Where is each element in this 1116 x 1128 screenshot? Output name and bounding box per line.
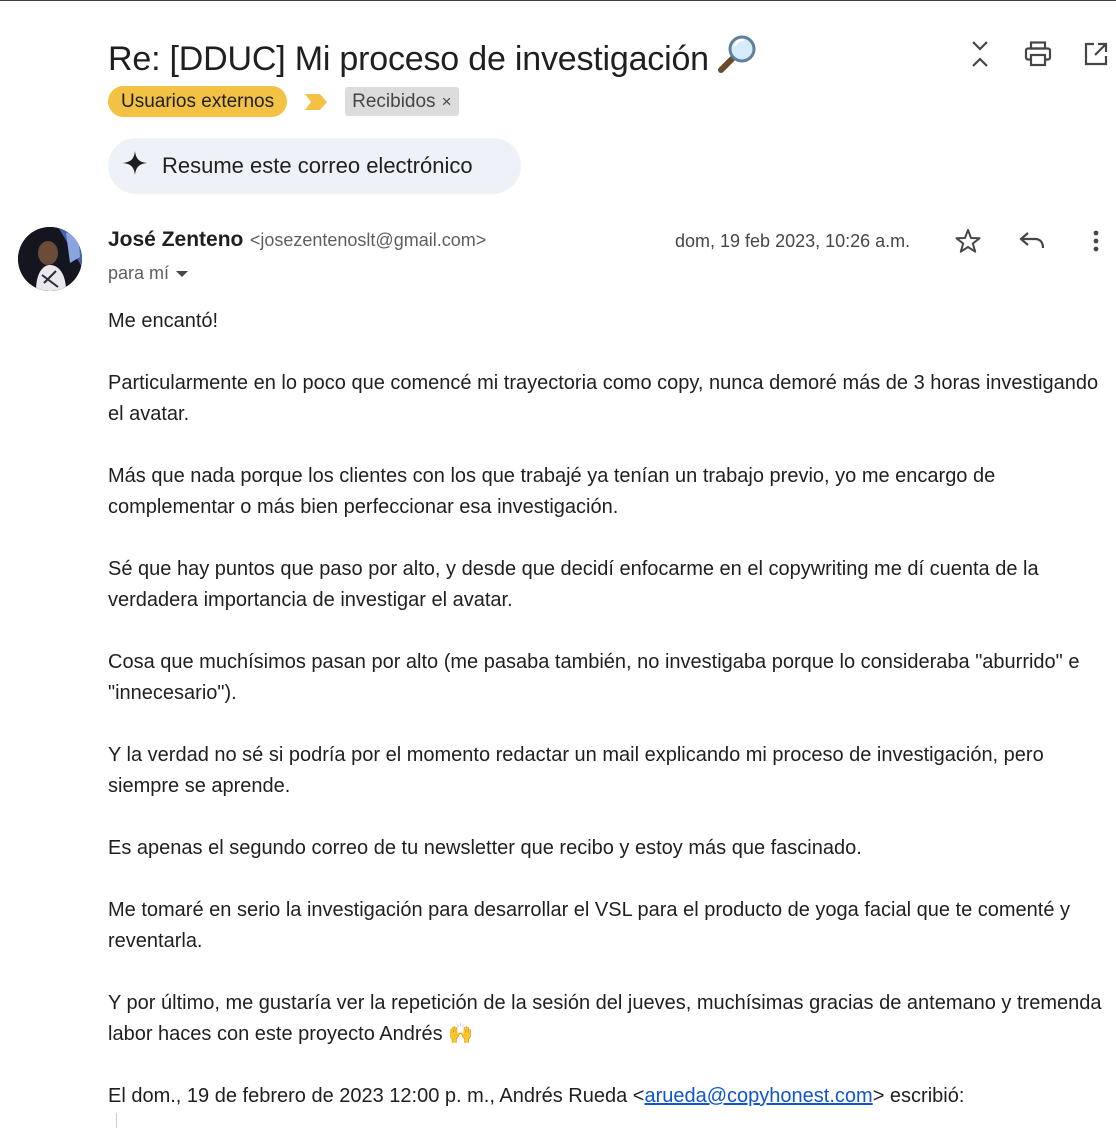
email-subject — [108, 34, 759, 85]
quote-email-link[interactable]: arueda@copyhonest.com — [644, 1085, 873, 1107]
quote-bar — [116, 1113, 117, 1128]
remove-label-icon[interactable]: × — [441, 92, 452, 111]
quote-outro: > escribió: — [872, 1085, 965, 1107]
body-paragraph: Me encantó! — [108, 310, 219, 332]
reply-icon — [1019, 230, 1045, 257]
more-vert-icon — [1092, 229, 1100, 258]
star-button[interactable] — [952, 227, 984, 259]
body-paragraph: Cosa que muchísimos pasan por alto (me pasaba también, no investigaba porque lo consideraba "aburrido" e "innecesario"). — [108, 651, 1080, 704]
sender-name[interactable]: José Zenteno — [108, 228, 244, 251]
body-paragraph: Sé que hay puntos que paso por alto, y desde que decidí enfocarme en el copywriting me dí cuenta de la verdadera importancia de investigar el avatar. — [108, 558, 1039, 611]
quote-intro: El dom., 19 de febrero de 2023 12:00 p. m., Andrés Rueda < — [108, 1085, 645, 1107]
message-date: dom, 19 feb 2023, 10:26 a.m. — [675, 231, 911, 251]
label-inbox-text: Recibidos — [352, 91, 436, 112]
label-inbox — [345, 87, 458, 116]
body-paragraph: Me tomaré en serio la investigación para desarrollar el VSL para el producto de yoga facial que te comenté y reventarla. — [108, 899, 1071, 952]
caret-down-icon — [175, 263, 189, 284]
magnifier-icon — [715, 34, 759, 85]
body-paragraph: Es apenas el segundo correo de tu newsletter que recibo y estoy más que fascinado. — [108, 837, 862, 859]
recipients-toggle[interactable] — [108, 263, 189, 284]
collapse-all-button[interactable] — [964, 40, 996, 72]
message-body — [108, 306, 1116, 1112]
summarize-label: Resume este correo electrónico — [162, 153, 473, 178]
importance-marker-icon[interactable] — [305, 94, 327, 110]
body-paragraph: Particularmente en lo poco que comencé mi trayectoria como copy, nunca demoré más de 3 horas investigando el avatar. — [108, 372, 1099, 425]
open-in-new-icon — [1083, 41, 1109, 72]
body-paragraph: Más que nada porque los clientes con los que trabajé ya tenían un trabajo previo, yo me encargo de complementar o más bien perfeccionar esa investigación. — [108, 465, 996, 518]
label-chips — [108, 86, 459, 117]
star-icon — [955, 228, 981, 259]
top-divider — [0, 0, 1116, 1]
subject-text: Re: [DDUC] Mi proceso de investigación — [108, 40, 709, 78]
collapse-icon — [969, 40, 991, 73]
recipients-text: para mí — [108, 263, 170, 283]
sparkle-icon — [122, 150, 148, 182]
print-button[interactable] — [1022, 40, 1054, 72]
sender-info — [108, 228, 486, 258]
more-options-button[interactable] — [1080, 227, 1112, 259]
label-external-users[interactable]: Usuarios externos — [108, 86, 287, 117]
quote-attribution — [108, 1081, 1116, 1112]
reply-button[interactable] — [1016, 227, 1048, 259]
print-icon — [1024, 41, 1052, 72]
summarize-email-button[interactable] — [108, 138, 521, 194]
sender-avatar[interactable] — [18, 227, 82, 291]
sender-email: <josezentenoslt@gmail.com> — [249, 230, 487, 250]
body-paragraph: Y por último, me gustaría ver la repetición de la sesión del jueves, muchísimas gracias de antemano y tremenda labor haces con este proyecto Andrés 🙌 — [108, 992, 1102, 1045]
avatar-photo — [18, 227, 82, 291]
open-in-new-window-button[interactable] — [1080, 40, 1112, 72]
body-paragraph: Y la verdad no sé si podría por el momento redactar un mail explicando mi proceso de investigación, pero siempre se aprende. — [108, 744, 1044, 797]
